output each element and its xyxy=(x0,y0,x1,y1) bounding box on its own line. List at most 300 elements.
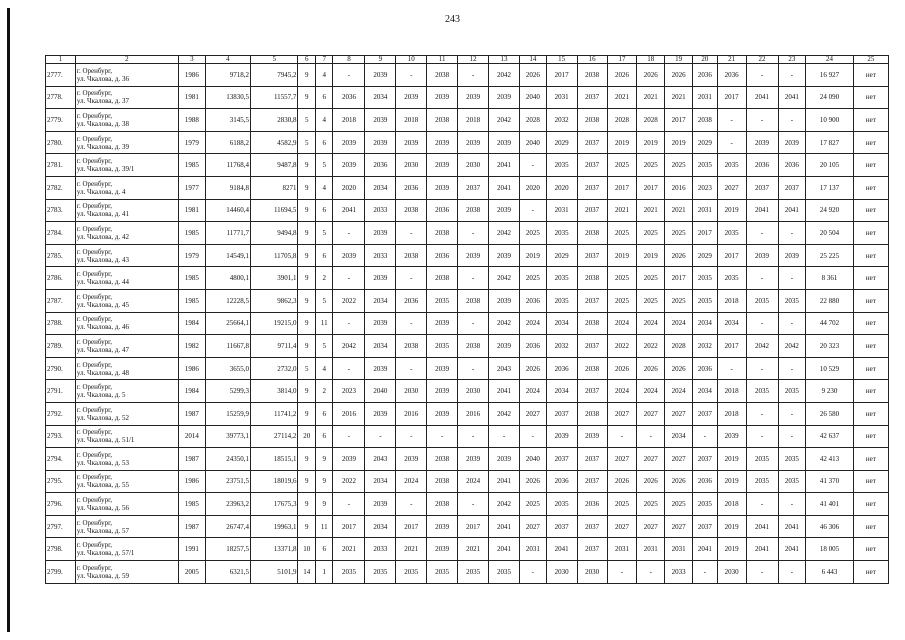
cell-col-10: 2024 xyxy=(396,470,427,493)
cell-col-12: 2021 xyxy=(458,538,489,561)
cell-col-12: 2039 xyxy=(458,86,489,109)
cell-col-25: нет xyxy=(853,199,888,222)
cell-col-8: 2039 xyxy=(333,131,365,154)
cell-col-6: 9 xyxy=(298,86,316,109)
cell-col-23: - xyxy=(778,425,806,448)
cell-col-5: 13371,8 xyxy=(251,538,298,561)
cell-col-8: 2017 xyxy=(333,515,365,538)
cell-col-25: нет xyxy=(853,402,888,425)
cell-col-5: 8271 xyxy=(251,176,298,199)
cell-col-18: 2021 xyxy=(637,86,665,109)
cell-col-24: 25 225 xyxy=(806,244,853,267)
cell-col-3: 1988 xyxy=(178,109,205,132)
cell-col-13: 2042 xyxy=(489,109,520,132)
cell-col-15: 2035 xyxy=(546,222,577,245)
address-cell xyxy=(75,176,178,199)
cell-col-18: 2019 xyxy=(637,244,665,267)
column-number-19: 19 xyxy=(665,56,693,64)
cell-col-14: 2020 xyxy=(519,176,546,199)
table-row xyxy=(46,380,889,403)
column-number-24: 24 xyxy=(806,56,853,64)
cell-col-25: нет xyxy=(853,267,888,290)
cell-col-6: 5 xyxy=(298,357,316,380)
cell-col-11: 2039 xyxy=(427,538,458,561)
address-street: ул. Чкалова, д. 59 xyxy=(76,571,129,580)
row-number-cell: 2789. xyxy=(46,335,76,358)
cell-col-17: 2026 xyxy=(607,64,637,87)
cell-col-6: 9 xyxy=(298,380,316,403)
address-cell xyxy=(75,86,178,109)
cell-col-3: 1977 xyxy=(178,176,205,199)
cell-col-23: - xyxy=(778,493,806,516)
cell-col-12: - xyxy=(458,267,489,290)
column-number-2: 2 xyxy=(75,56,178,64)
address-cell xyxy=(75,470,178,493)
cell-col-12: 2038 xyxy=(458,335,489,358)
cell-col-19: 2025 xyxy=(665,289,693,312)
column-number-18: 18 xyxy=(637,56,665,64)
cell-col-5: 5101,9 xyxy=(251,561,298,584)
cell-col-21: 2019 xyxy=(717,538,746,561)
cell-col-3: 1986 xyxy=(178,64,205,87)
cell-col-22: - xyxy=(746,64,778,87)
cell-col-18: 2017 xyxy=(637,176,665,199)
cell-col-16: 2037 xyxy=(577,538,607,561)
cell-col-20: 2035 xyxy=(693,493,718,516)
cell-col-7: 9 xyxy=(315,448,333,471)
page-binding-edge xyxy=(7,8,10,632)
cell-col-25: нет xyxy=(853,289,888,312)
cell-col-14: 2026 xyxy=(519,470,546,493)
address-street: ул. Чкалова, д. 57/1 xyxy=(76,549,135,558)
cell-col-9: 2033 xyxy=(365,244,396,267)
cell-col-18: - xyxy=(637,561,665,584)
cell-col-25: нет xyxy=(853,470,888,493)
cell-col-5: 18515,1 xyxy=(251,448,298,471)
table-row xyxy=(46,267,889,290)
cell-col-15: 2041 xyxy=(546,538,577,561)
cell-col-4: 9718,2 xyxy=(205,64,250,87)
address-city: г. Оренбург, xyxy=(76,315,112,324)
cell-col-16: 2037 xyxy=(577,448,607,471)
cell-col-3: 1985 xyxy=(178,289,205,312)
cell-col-3: 1984 xyxy=(178,380,205,403)
cell-col-6: 9 xyxy=(298,402,316,425)
cell-col-22: - xyxy=(746,402,778,425)
cell-col-7: 6 xyxy=(315,131,333,154)
cell-col-19: 2025 xyxy=(665,154,693,177)
cell-col-6: 9 xyxy=(298,335,316,358)
cell-col-19: 2027 xyxy=(665,515,693,538)
cell-col-17: 2024 xyxy=(607,312,637,335)
cell-col-14: 2036 xyxy=(519,289,546,312)
cell-col-7: 1 xyxy=(315,561,333,584)
cell-col-9: 2039 xyxy=(365,222,396,245)
cell-col-12: 2018 xyxy=(458,109,489,132)
address-street: ул. Чкалова, д. 36 xyxy=(76,74,129,83)
cell-col-18: 2026 xyxy=(637,64,665,87)
cell-col-23: 2041 xyxy=(778,538,806,561)
cell-col-19: 2024 xyxy=(665,312,693,335)
address-street: ул. Чкалова, д. 41 xyxy=(76,210,129,219)
cell-col-24: 18 005 xyxy=(806,538,853,561)
cell-col-16: 2037 xyxy=(577,289,607,312)
cell-col-9: 2039 xyxy=(365,131,396,154)
cell-col-20: 2035 xyxy=(693,267,718,290)
cell-col-23: 2035 xyxy=(778,448,806,471)
cell-col-19: 2017 xyxy=(665,109,693,132)
cell-col-7: 5 xyxy=(315,154,333,177)
cell-col-25: нет xyxy=(853,380,888,403)
cell-col-20: 2037 xyxy=(693,515,718,538)
table-row xyxy=(46,64,889,87)
cell-col-22: 2035 xyxy=(746,380,778,403)
cell-col-22: - xyxy=(746,425,778,448)
table-row xyxy=(46,402,889,425)
cell-col-3: 1979 xyxy=(178,244,205,267)
column-number-13: 13 xyxy=(489,56,520,64)
cell-col-8: - xyxy=(333,267,365,290)
cell-col-21: 2019 xyxy=(717,448,746,471)
cell-col-14: - xyxy=(519,561,546,584)
column-number-25: 25 xyxy=(853,56,888,64)
cell-col-8: 2041 xyxy=(333,199,365,222)
cell-col-22: 2042 xyxy=(746,335,778,358)
cell-col-4: 6321,5 xyxy=(205,561,250,584)
cell-col-24: 24 090 xyxy=(806,86,853,109)
cell-col-8: 2016 xyxy=(333,402,365,425)
cell-col-12: 2039 xyxy=(458,244,489,267)
address-city: г. Оренбург, xyxy=(76,450,112,459)
table-row xyxy=(46,154,889,177)
cell-col-10: 2017 xyxy=(396,515,427,538)
cell-col-21: 2019 xyxy=(717,515,746,538)
cell-col-4: 18257,5 xyxy=(205,538,250,561)
cell-col-6: 9 xyxy=(298,199,316,222)
row-number-cell: 2797. xyxy=(46,515,76,538)
address-street: ул. Чкалова, д. 48 xyxy=(76,368,129,377)
address-city: г. Оренбург, xyxy=(76,270,112,279)
cell-col-7: 4 xyxy=(315,357,333,380)
cell-col-12: 2016 xyxy=(458,402,489,425)
cell-col-13: 2043 xyxy=(489,357,520,380)
cell-col-8: 2021 xyxy=(333,538,365,561)
address-cell xyxy=(75,131,178,154)
cell-col-21: 2034 xyxy=(717,312,746,335)
cell-col-8: 2022 xyxy=(333,289,365,312)
cell-col-11: 2039 xyxy=(427,312,458,335)
cell-col-6: 5 xyxy=(298,131,316,154)
cell-col-11: 2038 xyxy=(427,222,458,245)
cell-col-11: - xyxy=(427,425,458,448)
column-number-17: 17 xyxy=(607,56,637,64)
cell-col-23: 2035 xyxy=(778,380,806,403)
address-cell xyxy=(75,493,178,516)
cell-col-13: 2039 xyxy=(489,335,520,358)
cell-col-16: 2037 xyxy=(577,86,607,109)
cell-col-5: 11694,5 xyxy=(251,199,298,222)
cell-col-25: нет xyxy=(853,64,888,87)
cell-col-9: 2034 xyxy=(365,176,396,199)
cell-col-3: 1985 xyxy=(178,267,205,290)
cell-col-8: - xyxy=(333,222,365,245)
cell-col-25: нет xyxy=(853,493,888,516)
row-number-cell: 2780. xyxy=(46,131,76,154)
cell-col-22: 2039 xyxy=(746,244,778,267)
cell-col-22: - xyxy=(746,561,778,584)
address-street: ул. Чкалова, д. 56 xyxy=(76,504,129,513)
cell-col-12: - xyxy=(458,493,489,516)
cell-col-21: 2030 xyxy=(717,561,746,584)
cell-col-25: нет xyxy=(853,86,888,109)
table-row xyxy=(46,131,889,154)
cell-col-15: 2035 xyxy=(546,493,577,516)
cell-col-4: 39773,1 xyxy=(205,425,250,448)
address-street: ул. Чкалова, д. 44 xyxy=(76,278,129,287)
cell-col-19: 2034 xyxy=(665,425,693,448)
cell-col-19: 2025 xyxy=(665,222,693,245)
column-number-row xyxy=(46,56,889,64)
cell-col-4: 6188,2 xyxy=(205,131,250,154)
cell-col-17: 2019 xyxy=(607,131,637,154)
cell-col-10: 2030 xyxy=(396,154,427,177)
address-city: г. Оренбург, xyxy=(76,518,112,527)
cell-col-13: 2041 xyxy=(489,515,520,538)
row-number-cell: 2787. xyxy=(46,289,76,312)
cell-col-21: 2018 xyxy=(717,493,746,516)
cell-col-16: 2037 xyxy=(577,131,607,154)
row-number-cell: 2798. xyxy=(46,538,76,561)
cell-col-3: 1987 xyxy=(178,515,205,538)
cell-col-16: 2037 xyxy=(577,470,607,493)
cell-col-19: 2028 xyxy=(665,335,693,358)
cell-col-23: - xyxy=(778,561,806,584)
cell-col-22: 2041 xyxy=(746,199,778,222)
cell-col-7: 6 xyxy=(315,538,333,561)
cell-col-15: 2031 xyxy=(546,86,577,109)
cell-col-18: 2027 xyxy=(637,448,665,471)
cell-col-9: 2034 xyxy=(365,515,396,538)
column-number-7: 7 xyxy=(315,56,333,64)
address-street: ул. Чкалова, д. 52 xyxy=(76,413,129,422)
cell-col-7: 5 xyxy=(315,222,333,245)
cell-col-24: 10 900 xyxy=(806,109,853,132)
cell-col-17: 2019 xyxy=(607,244,637,267)
cell-col-14: 2040 xyxy=(519,131,546,154)
table-row xyxy=(46,538,889,561)
row-number-cell: 2781. xyxy=(46,154,76,177)
cell-col-13: 2041 xyxy=(489,538,520,561)
cell-col-20: 2036 xyxy=(693,470,718,493)
column-number-15: 15 xyxy=(546,56,577,64)
cell-col-5: 9494,8 xyxy=(251,222,298,245)
cell-col-24: 22 880 xyxy=(806,289,853,312)
cell-col-25: нет xyxy=(853,154,888,177)
cell-col-24: 26 580 xyxy=(806,402,853,425)
cell-col-18: 2028 xyxy=(637,109,665,132)
cell-col-16: 2037 xyxy=(577,199,607,222)
cell-col-16: 2037 xyxy=(577,154,607,177)
cell-col-24: 24 920 xyxy=(806,199,853,222)
address-city: г. Оренбург, xyxy=(76,428,112,437)
cell-col-19: 2017 xyxy=(665,267,693,290)
address-street: ул. Чкалова, д. 51/1 xyxy=(76,436,135,445)
cell-col-9: 2039 xyxy=(365,357,396,380)
address-cell xyxy=(75,64,178,87)
cell-col-6: 9 xyxy=(298,244,316,267)
table-row xyxy=(46,109,889,132)
cell-col-9: 2039 xyxy=(365,109,396,132)
cell-col-23: 2037 xyxy=(778,176,806,199)
cell-col-7: 6 xyxy=(315,425,333,448)
cell-col-20: 2038 xyxy=(693,109,718,132)
cell-col-4: 3655,0 xyxy=(205,357,250,380)
address-street: ул. Чкалова, д. 45 xyxy=(76,300,129,309)
address-cell xyxy=(75,267,178,290)
cell-col-7: 4 xyxy=(315,64,333,87)
cell-col-12: 2037 xyxy=(458,176,489,199)
address-cell xyxy=(75,561,178,584)
column-number-22: 22 xyxy=(746,56,778,64)
column-number-9: 9 xyxy=(365,56,396,64)
cell-col-24: 41 370 xyxy=(806,470,853,493)
cell-col-17: 2027 xyxy=(607,402,637,425)
table-row xyxy=(46,199,889,222)
row-number-cell: 2785. xyxy=(46,244,76,267)
address-city: г. Оренбург, xyxy=(76,111,112,120)
column-number-20: 20 xyxy=(693,56,718,64)
cell-col-18: 2025 xyxy=(637,267,665,290)
table-row xyxy=(46,289,889,312)
cell-col-13: 2042 xyxy=(489,402,520,425)
address-city: г. Оренбург, xyxy=(76,179,112,188)
cell-col-4: 15259,9 xyxy=(205,402,250,425)
cell-col-22: - xyxy=(746,357,778,380)
cell-col-12: - xyxy=(458,312,489,335)
cell-col-13: - xyxy=(489,425,520,448)
cell-col-11: 2035 xyxy=(427,335,458,358)
cell-col-19: 2026 xyxy=(665,470,693,493)
cell-col-8: - xyxy=(333,357,365,380)
cell-col-22: - xyxy=(746,267,778,290)
cell-col-11: 2038 xyxy=(427,470,458,493)
cell-col-5: 3814,0 xyxy=(251,380,298,403)
table-row xyxy=(46,335,889,358)
cell-col-21: 2018 xyxy=(717,402,746,425)
address-cell xyxy=(75,402,178,425)
cell-col-3: 1981 xyxy=(178,199,205,222)
row-number-cell: 2778. xyxy=(46,86,76,109)
cell-col-10: 2038 xyxy=(396,199,427,222)
cell-col-15: 2029 xyxy=(546,244,577,267)
cell-col-17: 2021 xyxy=(607,86,637,109)
address-city: г. Оренбург, xyxy=(76,405,112,414)
cell-col-9: 2035 xyxy=(365,561,396,584)
row-number-cell: 2794. xyxy=(46,448,76,471)
cell-col-23: 2035 xyxy=(778,289,806,312)
cell-col-14: 2024 xyxy=(519,312,546,335)
cell-col-8: 2039 xyxy=(333,154,365,177)
row-number-cell: 2782. xyxy=(46,176,76,199)
cell-col-24: 8 361 xyxy=(806,267,853,290)
cell-col-5: 18019,6 xyxy=(251,470,298,493)
cell-col-17: 2031 xyxy=(607,538,637,561)
cell-col-15: 2037 xyxy=(546,402,577,425)
row-number-cell: 2796. xyxy=(46,493,76,516)
cell-col-14: 2025 xyxy=(519,267,546,290)
cell-col-19: 2021 xyxy=(665,86,693,109)
cell-col-24: 16 927 xyxy=(806,64,853,87)
cell-col-13: 2042 xyxy=(489,222,520,245)
cell-col-25: нет xyxy=(853,244,888,267)
cell-col-12: - xyxy=(458,222,489,245)
cell-col-11: 2039 xyxy=(427,154,458,177)
cell-col-4: 24350,1 xyxy=(205,448,250,471)
address-city: г. Оренбург, xyxy=(76,224,112,233)
address-street: ул. Чкалова, д. 43 xyxy=(76,255,129,264)
cell-col-7: 4 xyxy=(315,176,333,199)
cell-col-4: 11771,7 xyxy=(205,222,250,245)
cell-col-21: 2039 xyxy=(717,425,746,448)
cell-col-8: - xyxy=(333,312,365,335)
row-number-cell: 2784. xyxy=(46,222,76,245)
cell-col-11: 2038 xyxy=(427,267,458,290)
cell-col-24: 42 413 xyxy=(806,448,853,471)
cell-col-14: - xyxy=(519,154,546,177)
cell-col-18: 2026 xyxy=(637,470,665,493)
cell-col-11: 2038 xyxy=(427,109,458,132)
cell-col-11: 2039 xyxy=(427,380,458,403)
cell-col-16: 2036 xyxy=(577,493,607,516)
cell-col-23: 2041 xyxy=(778,199,806,222)
cell-col-10: - xyxy=(396,64,427,87)
cell-col-6: 9 xyxy=(298,470,316,493)
row-number-cell: 2791. xyxy=(46,380,76,403)
cell-col-11: 2039 xyxy=(427,86,458,109)
cell-col-17: - xyxy=(607,561,637,584)
cell-col-9: 2043 xyxy=(365,448,396,471)
cell-col-25: нет xyxy=(853,538,888,561)
cell-col-6: 9 xyxy=(298,267,316,290)
cell-col-3: 1987 xyxy=(178,448,205,471)
cell-col-9: 2034 xyxy=(365,470,396,493)
cell-col-9: 2039 xyxy=(365,64,396,87)
cell-col-21: 2036 xyxy=(717,64,746,87)
cell-col-24: 44 702 xyxy=(806,312,853,335)
cell-col-5: 9862,3 xyxy=(251,289,298,312)
cell-col-9: 2039 xyxy=(365,402,396,425)
cell-col-14: 2026 xyxy=(519,357,546,380)
address-street: ул. Чкалова, д. 46 xyxy=(76,323,129,332)
cell-col-14: 2019 xyxy=(519,244,546,267)
address-street: ул. Чкалова, д. 42 xyxy=(76,232,129,241)
cell-col-23: 2041 xyxy=(778,515,806,538)
cell-col-10: 2021 xyxy=(396,538,427,561)
address-street: ул. Чкалова, д. 39 xyxy=(76,142,129,151)
cell-col-6: 14 xyxy=(298,561,316,584)
cell-col-14: - xyxy=(519,199,546,222)
cell-col-16: 2038 xyxy=(577,357,607,380)
cell-col-13: 2041 xyxy=(489,470,520,493)
address-cell xyxy=(75,335,178,358)
cell-col-9: 2039 xyxy=(365,267,396,290)
cell-col-25: нет xyxy=(853,561,888,584)
cell-col-6: 9 xyxy=(298,289,316,312)
cell-col-19: 2016 xyxy=(665,176,693,199)
cell-col-24: 20 323 xyxy=(806,335,853,358)
cell-col-25: нет xyxy=(853,515,888,538)
cell-col-13: 2039 xyxy=(489,199,520,222)
